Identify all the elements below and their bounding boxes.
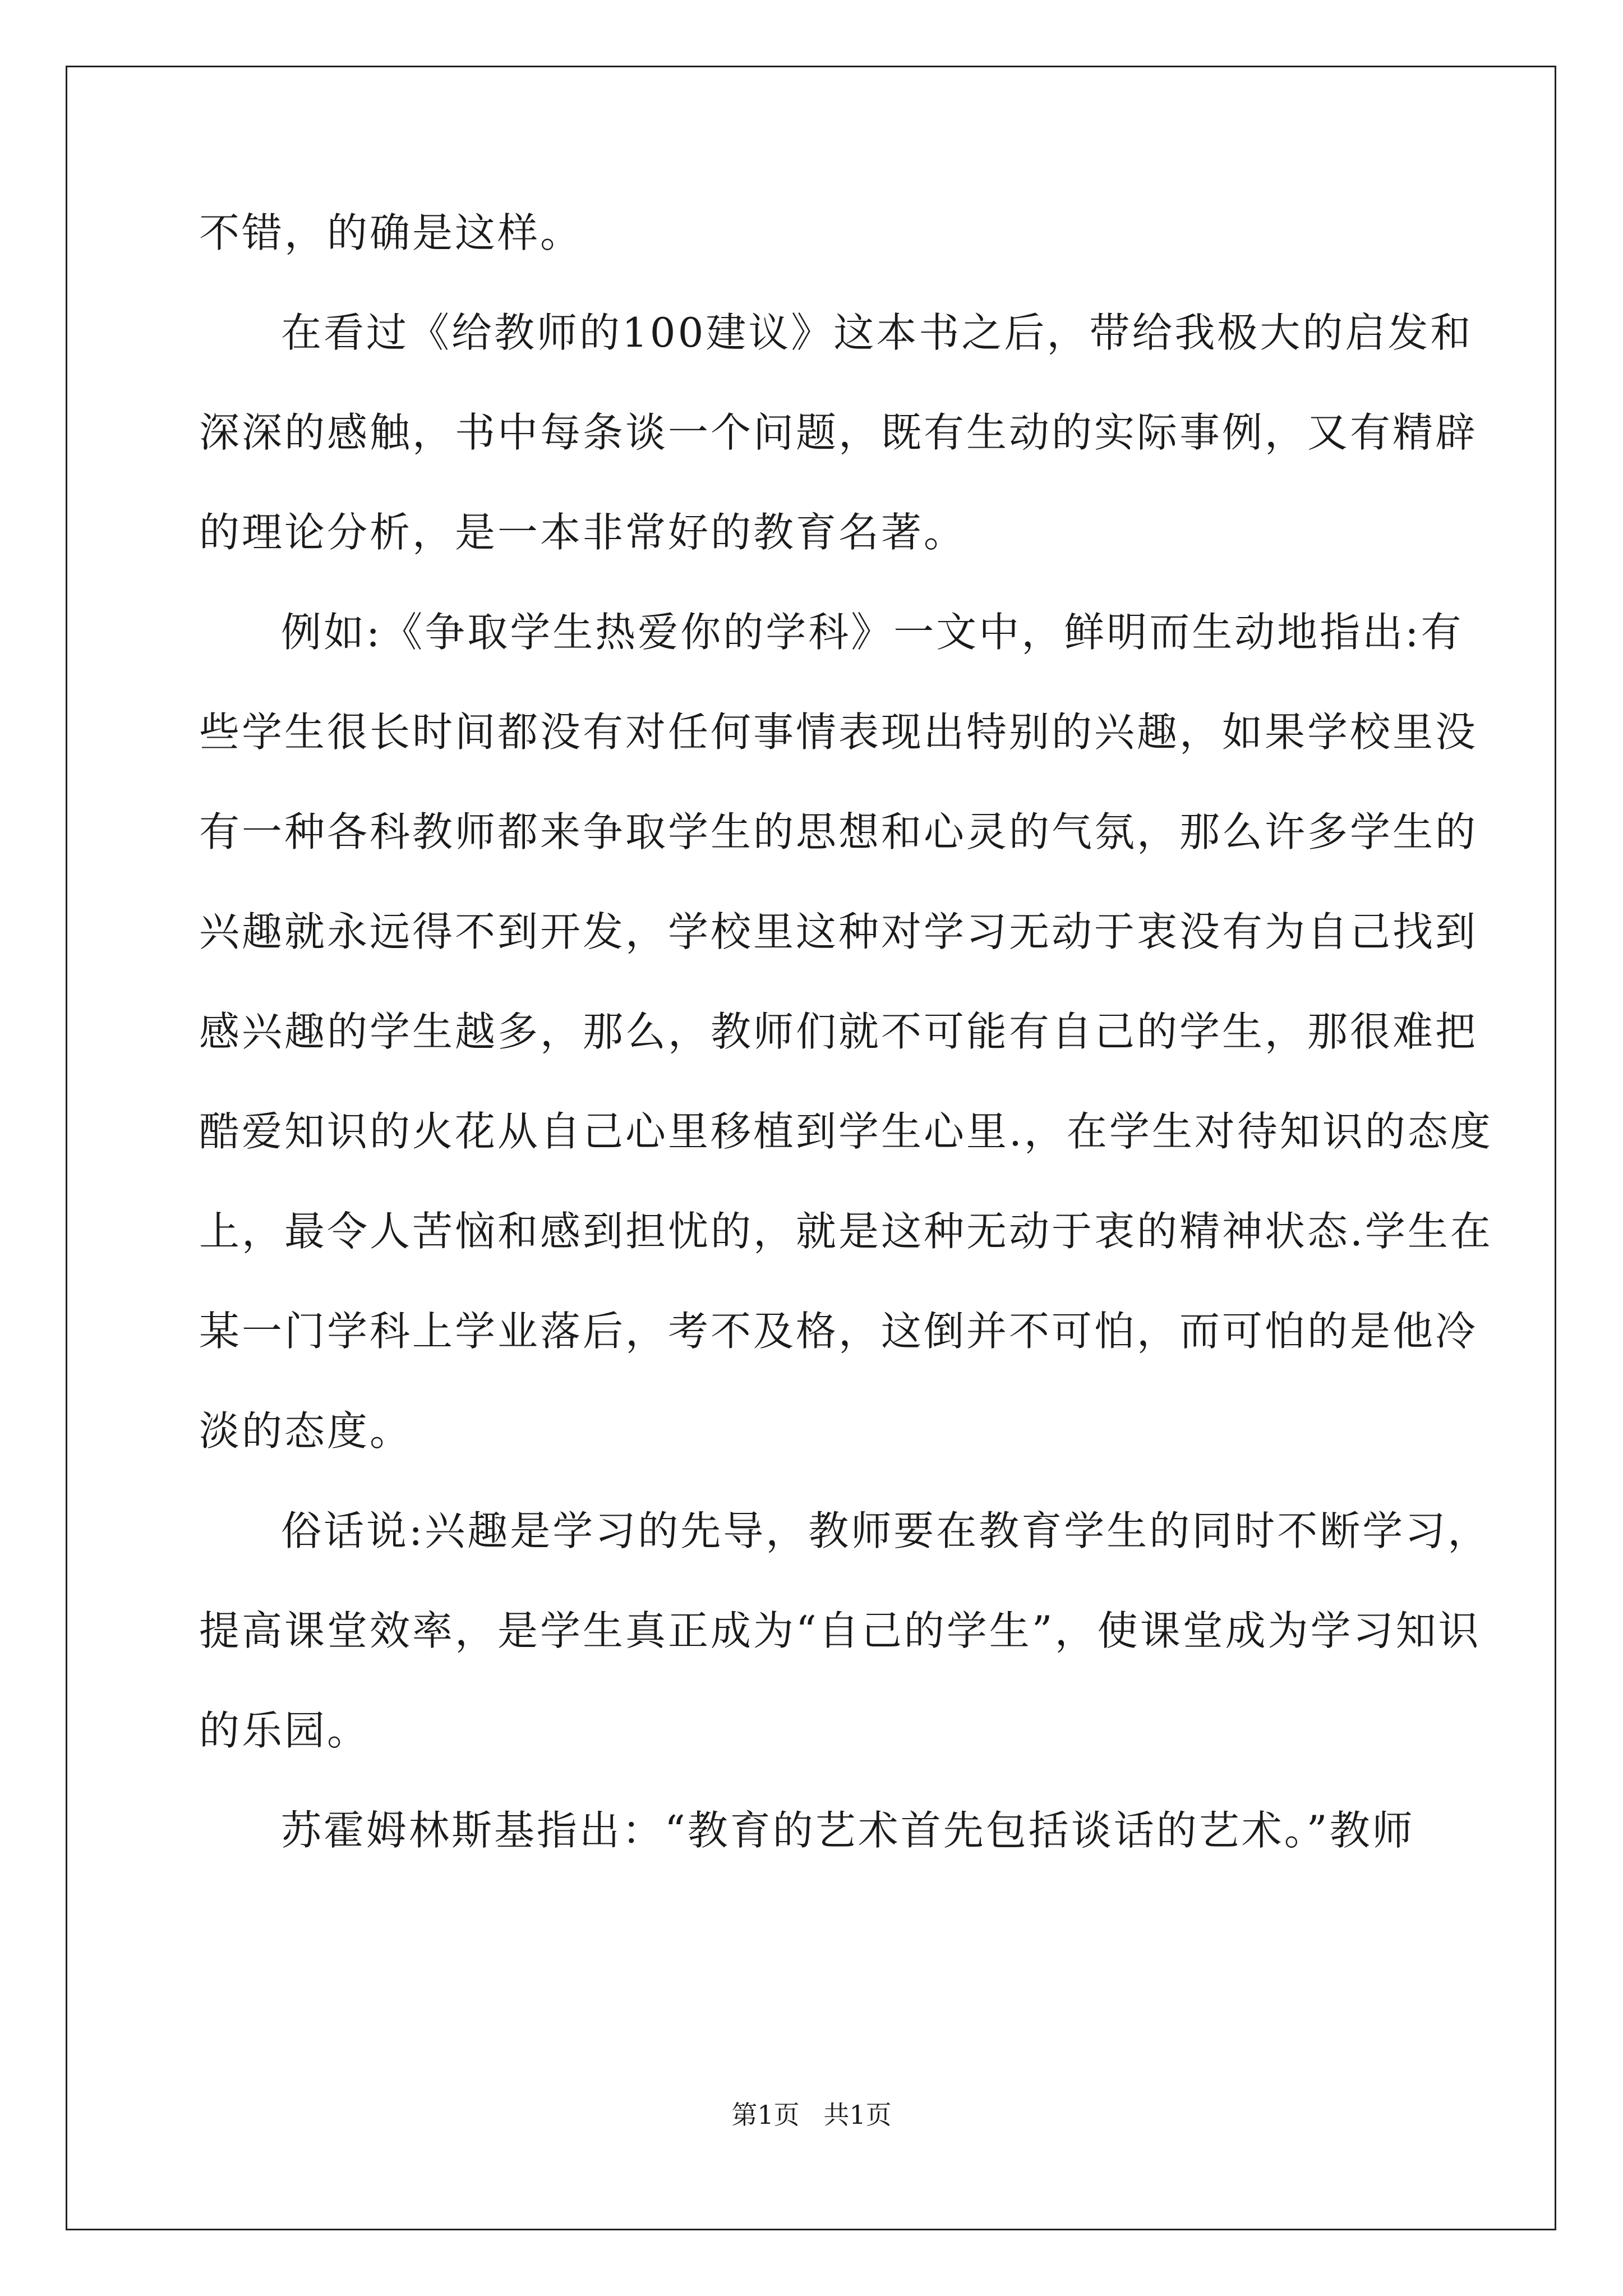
page-total: 共1页 xyxy=(823,2100,892,2130)
text-line: 淡的态度。 xyxy=(199,1407,413,1455)
page-footer xyxy=(0,2098,1623,2132)
text-line: 俗话说:兴趣是学习的先导，教师要在教育学生的同时不断学习， xyxy=(281,1507,1491,1554)
text-line: 兴趣就永远得不到开发，学校里这种对学习无动于衷没有为自己找到 xyxy=(199,908,1478,955)
text-line: 有一种各科教师都来争取学生的思想和心灵的气氛，那么许多学生的 xyxy=(199,808,1478,855)
text-line: 提高课堂效率，是学生真正成为“自己的学生”，使课堂成为学习知识 xyxy=(199,1607,1481,1654)
text-line: 不错，的确是这样。 xyxy=(199,209,583,256)
text-line: 感兴趣的学生越多，那么，教师们就不可能有自己的学生，那很难把 xyxy=(199,1008,1478,1055)
text-line: 的乐园。 xyxy=(199,1707,370,1754)
text-line: 在看过《给教师的100建议》这本书之后，带给我极大的启发和 xyxy=(281,309,1473,356)
text-line: 苏霍姆林斯基指出：“教育的艺术首先包括谈话的艺术。”教师 xyxy=(281,1807,1415,1854)
text-line: 的理论分析，是一本非常好的教育名著。 xyxy=(199,509,967,556)
text-line: 上，最令人苦恼和感到担忧的，就是这种无动于衷的精神状态.学生在 xyxy=(199,1208,1493,1255)
text-line: 些学生很长时间都没有对任何事情表现出特别的兴趣，如果学校里没 xyxy=(199,708,1478,756)
page-number: 第1页 xyxy=(731,2100,800,2130)
text-line: 酷爱知识的火花从自己心里移植到学生心里.，在学生对待知识的态度 xyxy=(199,1108,1493,1155)
text-line: 某一门学科上学业落后，考不及格，这倒并不可怕，而可怕的是他冷 xyxy=(199,1308,1478,1355)
text-line: 例如:《争取学生热爱你的学科》一文中，鲜明而生动地指出:有 xyxy=(281,609,1464,656)
text-line: 深深的感触，书中每条谈一个问题，既有生动的实际事例，又有精辟 xyxy=(199,409,1478,456)
